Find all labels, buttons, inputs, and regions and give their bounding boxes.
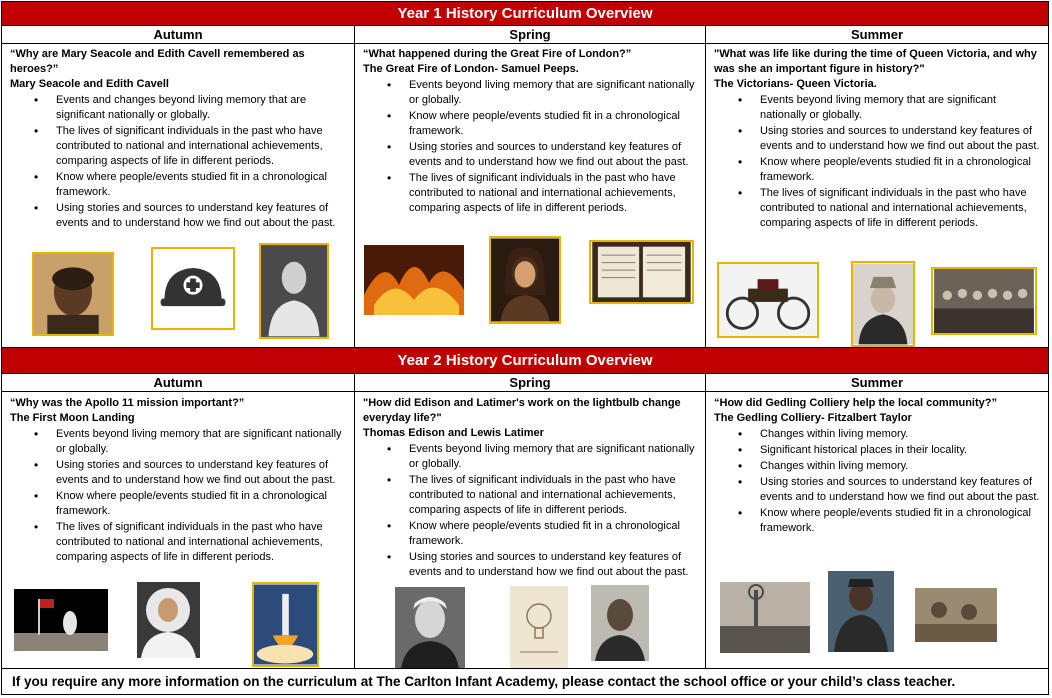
list-item: • Using stories and sources to understand key features of events and to understand how we find out about the past.: [760, 475, 1042, 505]
year2-spring-cell: [355, 394, 705, 594]
year1-spring-cell: [355, 45, 705, 235]
year2-title: Year 2 History Curriculum Overview: [2, 347, 1048, 374]
list-item: • Know where people/events studied fit in a chronological framework.: [409, 109, 699, 139]
year2-summer-cell: [706, 394, 1048, 564]
year2-summer-heading: Summer: [850, 375, 904, 390]
year2-summer-points: [714, 427, 1042, 536]
list-item: • Changes within living memory.: [760, 427, 1042, 442]
fitzalbert-taylor-portrait: [828, 571, 894, 652]
list-item: • The lives of significant individuals in the past who have contributed to national and international achievements, comparing aspects of life in different periods.: [760, 186, 1042, 231]
year1-spring-topic: The Great Fire of London- Samuel Peeps.: [363, 63, 579, 75]
year1-summer-heading: Summer: [850, 27, 904, 42]
list-item: • Know where people/events studied fit in a chronological framework.: [760, 155, 1042, 185]
miners-photo: [915, 588, 997, 642]
lightbulb-patent-image: [510, 586, 568, 668]
year1-title: Year 1 History Curriculum Overview: [2, 2, 1048, 26]
list-item: • Events beyond living memory that are significant nationally or globally.: [56, 427, 348, 457]
nurse-cap-icon: [151, 247, 235, 330]
list-item: • Know where people/events studied fit in a chronological framework.: [760, 506, 1042, 536]
year1-summer-topic: The Victorians- Queen Victoria.: [714, 78, 877, 90]
gedling-colliery-photo: [720, 582, 810, 653]
list-item: • Significant historical places in their locality.: [760, 443, 1042, 458]
year1-summer-question: "What was life like during the time of Queen Victoria, and why was she an important figure in history?": [714, 48, 1037, 75]
year2-autumn-question: “Why was the Apollo 11 mission important?”: [10, 397, 245, 409]
queen-victoria-portrait: [851, 261, 915, 347]
year1-autumn-cell: [2, 45, 354, 249]
list-item: • Events and changes beyond living memory that are significant nationally or globally.: [56, 93, 348, 123]
pepys-diary-page: [589, 240, 694, 304]
year1-spring-points: [363, 78, 699, 216]
list-item: • The lives of significant individuals in the past who have contributed to national and international achievements, comparing aspects of life in different periods.: [409, 473, 699, 518]
list-item: • Events beyond living memory that are significant nationally or globally.: [409, 442, 699, 472]
list-item: • Know where people/events studied fit in a chronological framework.: [56, 489, 348, 519]
edith-cavell-portrait: [259, 243, 329, 339]
list-item: • Using stories and sources to understand key features of events and to understand how we find out about the past.: [56, 458, 348, 488]
year1-spring-question: “What happened during the Great Fire of London?”: [363, 48, 632, 60]
year2-summer-question: “How did Gedling Colliery help the local community?”: [714, 397, 997, 409]
year1-summer-cell: [706, 45, 1048, 259]
list-item: • Using stories and sources to understand key features of events and to understand how we find out about the past.: [409, 550, 699, 580]
list-item: • The lives of significant individuals in the past who have contributed to national and international achievements, comparing aspects of life in different periods.: [56, 124, 348, 169]
list-item: • Using stories and sources to understand key features of events and to understand how we find out about the past.: [56, 201, 348, 231]
year2-season-row: [2, 374, 1048, 392]
list-item: • The lives of significant individuals in the past who have contributed to national and international achievements, comparing aspects of life in different periods.: [409, 171, 699, 216]
list-item: • Events beyond living memory that are significant nationally or globally.: [760, 93, 1042, 123]
year1-autumn-points: [10, 93, 348, 231]
samuel-pepys-portrait: [489, 236, 561, 324]
footer-note: If you require any more information on the curriculum at The Carlton Infant Academy, please contact the school office or your child’s class teacher.: [2, 668, 1048, 694]
list-item: • Changes within living memory.: [760, 459, 1042, 474]
moon-landing-photo: [14, 589, 108, 651]
list-item: • The lives of significant individuals in the past who have contributed to national and international achievements, comparing aspects of life in different periods.: [56, 520, 348, 565]
lewis-latimer-portrait: [591, 585, 649, 661]
year2-autumn-cell: [2, 394, 354, 584]
year1-season-row: [2, 26, 1048, 44]
list-item: • Know where people/events studied fit in a chronological framework.: [409, 519, 699, 549]
year2-autumn-points: [10, 427, 348, 565]
year1-spring-heading: Spring: [509, 27, 551, 42]
year1-autumn-heading: Autumn: [153, 27, 203, 42]
list-item: • Using stories and sources to understand key features of events and to understand how we find out about the past.: [409, 140, 699, 170]
year2-summer-topic: The Gedling Colliery- Fitzalbert Taylor: [714, 412, 912, 424]
year2-spring-points: [363, 442, 699, 580]
year2-spring-question: "How did Edison and Latimer's work on the lightbulb change everyday life?": [363, 397, 681, 424]
year1-autumn-question: “Why are Mary Seacole and Edith Cavell remembered as heroes?”: [10, 48, 305, 75]
rocket-launch-photo: [252, 582, 319, 667]
early-motorcar-photo: [717, 262, 819, 338]
list-item: • Using stories and sources to understand key features of events and to understand how we find out about the past.: [760, 124, 1042, 154]
list-item: • Know where people/events studied fit in a chronological framework.: [56, 170, 348, 200]
year2-spring-topic: Thomas Edison and Lewis Latimer: [363, 427, 544, 439]
victorian-classroom-photo: [931, 267, 1037, 335]
thomas-edison-portrait: [395, 587, 465, 669]
year2-autumn-topic: The First Moon Landing: [10, 412, 135, 424]
year1-summer-points: [714, 93, 1042, 231]
list-item: • Events beyond living memory that are significant nationally or globally.: [409, 78, 699, 108]
great-fire-painting: [364, 245, 464, 315]
year2-spring-heading: Spring: [509, 375, 551, 390]
curriculum-overview: [1, 1, 1049, 695]
mary-seacole-portrait: [32, 252, 114, 336]
year2-autumn-heading: Autumn: [153, 375, 203, 390]
astronaut-portrait: [137, 582, 200, 658]
year1-autumn-topic: Mary Seacole and Edith Cavell: [10, 78, 169, 90]
